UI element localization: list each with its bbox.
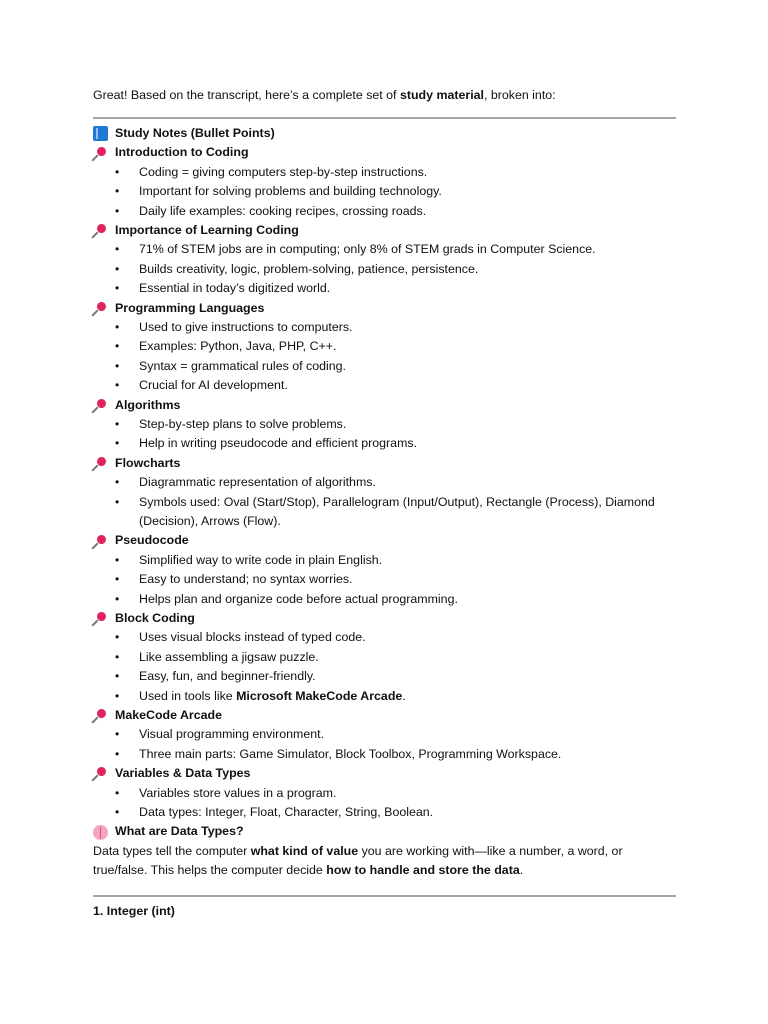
data-types-paragraph (93, 842, 676, 881)
study-notes (93, 124, 676, 881)
section-heading-text: Pseudocode (115, 533, 189, 548)
bullet-list (93, 473, 676, 531)
list-item: • Helps plan and organize code before actual programming. (93, 590, 676, 609)
list-item: • Uses visual blocks instead of typed code. (93, 628, 676, 647)
list-item-text-end: . (402, 688, 406, 703)
section-heading-text: Block Coding (115, 611, 195, 626)
list-item: • Important for solving problems and building technology. (93, 182, 676, 201)
notes-title-text: Study Notes (Bullet Points) (115, 126, 275, 140)
list-item: • Help in writing pseudocode and efficient programs. (93, 434, 676, 453)
section-heading (93, 221, 676, 240)
list-item: • Builds creativity, logic, problem-solving, patience, persistence. (93, 260, 676, 279)
section-heading-text: Algorithms (115, 397, 181, 412)
integer-heading: 1. Integer (int) (93, 904, 175, 918)
list-item: • Step-by-step plans to solve problems. (93, 415, 676, 434)
section-heading (93, 706, 676, 725)
list-item: • Daily life examples: cooking recipes, crossing roads. (93, 202, 676, 221)
pushpin-icon (93, 398, 108, 413)
section-intro-coding (93, 143, 676, 221)
list-item: • Data types: Integer, Float, Character, String, Boolean. (93, 803, 676, 822)
pushpin-icon (93, 766, 108, 781)
list-item: • Coding = giving computers step-by-step instructions. (93, 163, 676, 182)
section-flowcharts (93, 454, 676, 532)
para-bold: how to handle and store the data (326, 863, 520, 878)
section-heading-text: Flowcharts (115, 455, 181, 470)
section-pseudocode (93, 531, 676, 609)
pushpin-icon (93, 146, 108, 161)
bullet-list (93, 163, 676, 221)
pushpin-icon (93, 611, 108, 626)
section-block-coding (93, 609, 676, 706)
para-text: you are working with—like a number, a word, or true/false. This helps the computer decide (93, 843, 623, 878)
bullet-list (93, 415, 676, 454)
list-item: • Crucial for AI development. (93, 376, 676, 395)
section-heading (93, 143, 676, 162)
list-item: • Visual programming environment. (93, 725, 676, 744)
bullet-list (93, 240, 676, 298)
section-heading-text: What are Data Types? (115, 824, 244, 839)
bullet-list (93, 628, 676, 706)
section-heading (93, 531, 676, 550)
section-algorithms (93, 396, 676, 454)
list-item: • Diagrammatic representation of algorithms. (93, 473, 676, 492)
horizontal-rule (93, 117, 676, 119)
intro-bold: study material (399, 88, 484, 102)
section-programming-languages (93, 299, 676, 396)
para-text: Data types tell the computer (93, 843, 251, 858)
list-item: • Easy to understand; no syntax worries. (93, 570, 676, 589)
section-heading-text: Introduction to Coding (115, 145, 249, 160)
brain-icon (93, 825, 108, 840)
section-heading (93, 396, 676, 415)
list-item: • Like assembling a jigsaw puzzle. (93, 648, 676, 667)
notes-title (93, 124, 676, 143)
bullet-list (93, 784, 676, 823)
section-heading-text: Programming Languages (115, 300, 265, 315)
list-item: • Essential in today’s digitized world. (93, 279, 676, 298)
pushpin-icon (93, 223, 108, 238)
section-heading-text: Variables & Data Types (115, 766, 251, 781)
bullet-list (93, 725, 676, 764)
section-importance (93, 221, 676, 299)
section-heading (93, 454, 676, 473)
intro-text: Great! Based on the transcript, here’s a complete set of (93, 88, 400, 102)
list-item-bold: Microsoft MakeCode Arcade (236, 688, 403, 703)
section-heading-text: MakeCode Arcade (115, 708, 222, 723)
list-item (93, 687, 676, 706)
list-item: • Syntax = grammatical rules of coding. (93, 357, 676, 376)
section-data-types (93, 822, 676, 880)
section-heading (93, 609, 676, 628)
list-item: • Symbols used: Oval (Start/Stop), Parallelogram (Input/Output), Rectangle (Process), Diamond (Decision), Arrows (Flow). (93, 493, 676, 532)
section-heading (93, 299, 676, 318)
list-item-text: Used in tools like (139, 688, 237, 703)
bullet-list (93, 551, 676, 609)
horizontal-rule (93, 895, 676, 897)
section-variables (93, 764, 676, 822)
section-heading (93, 764, 676, 783)
list-item: • Easy, fun, and beginner-friendly. (93, 667, 676, 686)
section-heading-text: Importance of Learning Coding (115, 223, 299, 237)
intro-line (93, 86, 556, 105)
list-item: • Variables store values in a program. (93, 784, 676, 803)
list-item: • 71% of STEM jobs are in computing; only 8% of STEM grads in Computer Science. (93, 240, 676, 259)
intro-text-end: , broken into: (483, 88, 556, 102)
section-makecode-arcade (93, 706, 676, 764)
pushpin-icon (93, 301, 108, 316)
bullet-list (93, 318, 676, 396)
list-item: • Used to give instructions to computers. (93, 318, 676, 337)
para-text: . (519, 863, 524, 878)
pushpin-icon (93, 456, 108, 471)
pushpin-icon (93, 708, 108, 723)
para-bold: what kind of value (250, 843, 359, 858)
blue-book-icon (93, 126, 108, 141)
list-item: • Three main parts: Game Simulator, Block Toolbox, Programming Workspace. (93, 745, 676, 764)
list-item: • Examples: Python, Java, PHP, C++. (93, 337, 676, 356)
pushpin-icon (93, 534, 108, 549)
list-item: • Simplified way to write code in plain English. (93, 551, 676, 570)
section-heading (93, 822, 676, 841)
